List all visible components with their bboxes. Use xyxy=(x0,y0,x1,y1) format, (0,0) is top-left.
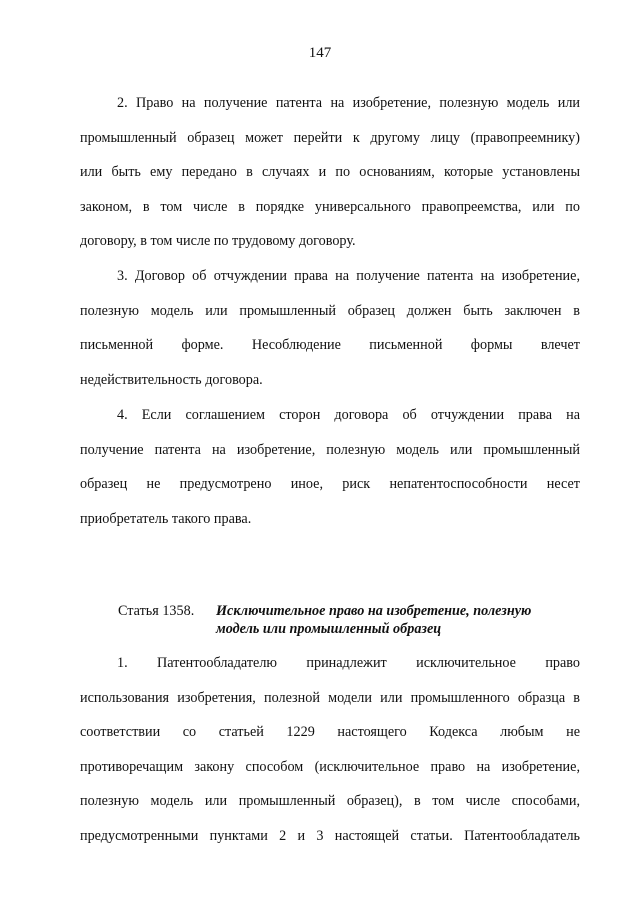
paragraph-line: полезную модель или промышленный образец), в том числе способами, xyxy=(80,793,580,810)
paragraph-line: получение патента на изобретение, полезную модель или промышленный xyxy=(80,441,580,458)
paragraph-line: соответствии со статьей 1229 настоящего Кодекса любым не xyxy=(80,724,580,741)
article-title-line: Исключительное право на изобретение, полезную xyxy=(216,603,532,619)
paragraph-line: использования изобретения, полезной модели или промышленного образца в xyxy=(80,689,580,706)
paragraph-line: договору, в том числе по трудовому договору. xyxy=(80,233,356,250)
paragraph-line: полезную модель или промышленный образец должен быть заключен в xyxy=(80,302,580,319)
paragraph-line: 4. Если соглашением сторон договора об отчуждении права на xyxy=(117,407,580,423)
article-title-line: модель или промышленный образец xyxy=(216,621,442,637)
paragraph-line: 3. Договор об отчуждении права на получение патента на изобретение, xyxy=(117,268,580,284)
paragraph-line: недействительность договора. xyxy=(80,371,263,388)
article-title xyxy=(216,602,586,638)
paragraph-2 xyxy=(80,86,580,259)
article-label: Статья 1358. xyxy=(118,603,195,619)
paragraph-line: или быть ему передано в случаях и по основаниям, которые установлены xyxy=(80,164,580,181)
paragraph-line: 1. Патентообладателю принадлежит исключительное право xyxy=(117,655,580,671)
page-number: 147 xyxy=(308,45,332,61)
paragraph-line: 2. Право на получение патента на изобретение, полезную модель или xyxy=(117,95,580,111)
paragraph-line: предусмотренными пунктами 2 и 3 настоящей статьи. Патентообладатель xyxy=(80,827,580,844)
paragraph-4 xyxy=(80,398,580,536)
paragraph-line: промышленный образец может перейти к другому лицу (правопреемнику) xyxy=(80,129,580,146)
article-paragraph-1 xyxy=(80,646,580,854)
paragraph-line: образец не предусмотрено иное, риск непатентоспособности несет xyxy=(80,476,580,493)
paragraph-line: приобретатель такого права. xyxy=(80,510,252,527)
paragraph-line: законом, в том числе в порядке универсального правопреемства, или по xyxy=(80,198,580,215)
paragraph-line: письменной форме. Несоблюдение письменной формы влечет xyxy=(80,337,580,354)
paragraph-3 xyxy=(80,259,580,397)
paragraph-line: противоречащим закону способом (исключительное право на изобретение, xyxy=(80,758,580,775)
